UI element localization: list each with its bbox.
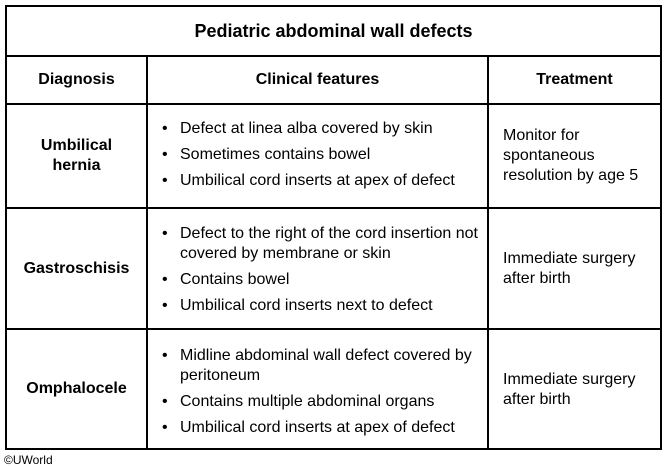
table-row-umbilical-hernia	[7, 105, 660, 209]
diagnosis-cell: Omphalocele	[7, 330, 148, 448]
bullet-icon: •	[162, 146, 168, 163]
bullet-icon: •	[162, 347, 168, 364]
table-row-gastroschisis	[7, 209, 660, 330]
header-row	[7, 57, 660, 105]
table-row-omphalocele	[7, 330, 660, 448]
bullet-icon: •	[162, 393, 168, 410]
list-item: • Umbilical cord inserts next to defect	[162, 297, 433, 314]
features-list	[162, 119, 481, 191]
bullet-icon: •	[162, 271, 168, 288]
list-item: • Contains bowel	[162, 271, 290, 288]
features-list	[162, 224, 481, 316]
list-item: • Umbilical cord inserts at apex of defect	[162, 172, 455, 189]
header-diagnosis: Diagnosis	[7, 57, 148, 103]
list-item: • Defect to the right of the cord insertion not covered by membrane or skin	[162, 225, 478, 262]
bullet-icon: •	[162, 225, 168, 242]
header-clinical-features: Clinical features	[148, 57, 489, 103]
diagnosis-cell: Gastroschisis	[7, 209, 148, 328]
header-treatment: Treatment	[536, 71, 613, 88]
list-item: • Umbilical cord inserts at apex of defect	[162, 419, 455, 436]
treatment-cell: Immediate surgery after birth	[503, 371, 636, 408]
copyright-label: ©UWorld	[4, 453, 53, 467]
list-item: • Midline abdominal wall defect covered by peritoneum	[162, 347, 472, 384]
features-cell	[148, 105, 489, 207]
abdominal-wall-defects-table	[5, 5, 662, 450]
bullet-icon: •	[162, 297, 168, 314]
bullet-icon: •	[162, 172, 168, 189]
treatment-cell: Monitor for spontaneous resolution by age 5	[503, 127, 639, 184]
list-item: • Contains multiple abdominal organs	[162, 393, 435, 410]
features-cell	[148, 209, 489, 328]
list-item: • Sometimes contains bowel	[162, 146, 371, 163]
features-cell	[148, 330, 489, 448]
table-title: Pediatric abdominal wall defects	[7, 7, 660, 57]
bullet-icon: •	[162, 419, 168, 436]
bullet-icon: •	[162, 120, 168, 137]
features-list	[162, 346, 481, 438]
diagnosis-cell: Umbilical hernia	[7, 105, 148, 207]
list-item: • Defect at linea alba covered by skin	[162, 120, 433, 137]
treatment-cell: Immediate surgery after birth	[503, 250, 636, 287]
